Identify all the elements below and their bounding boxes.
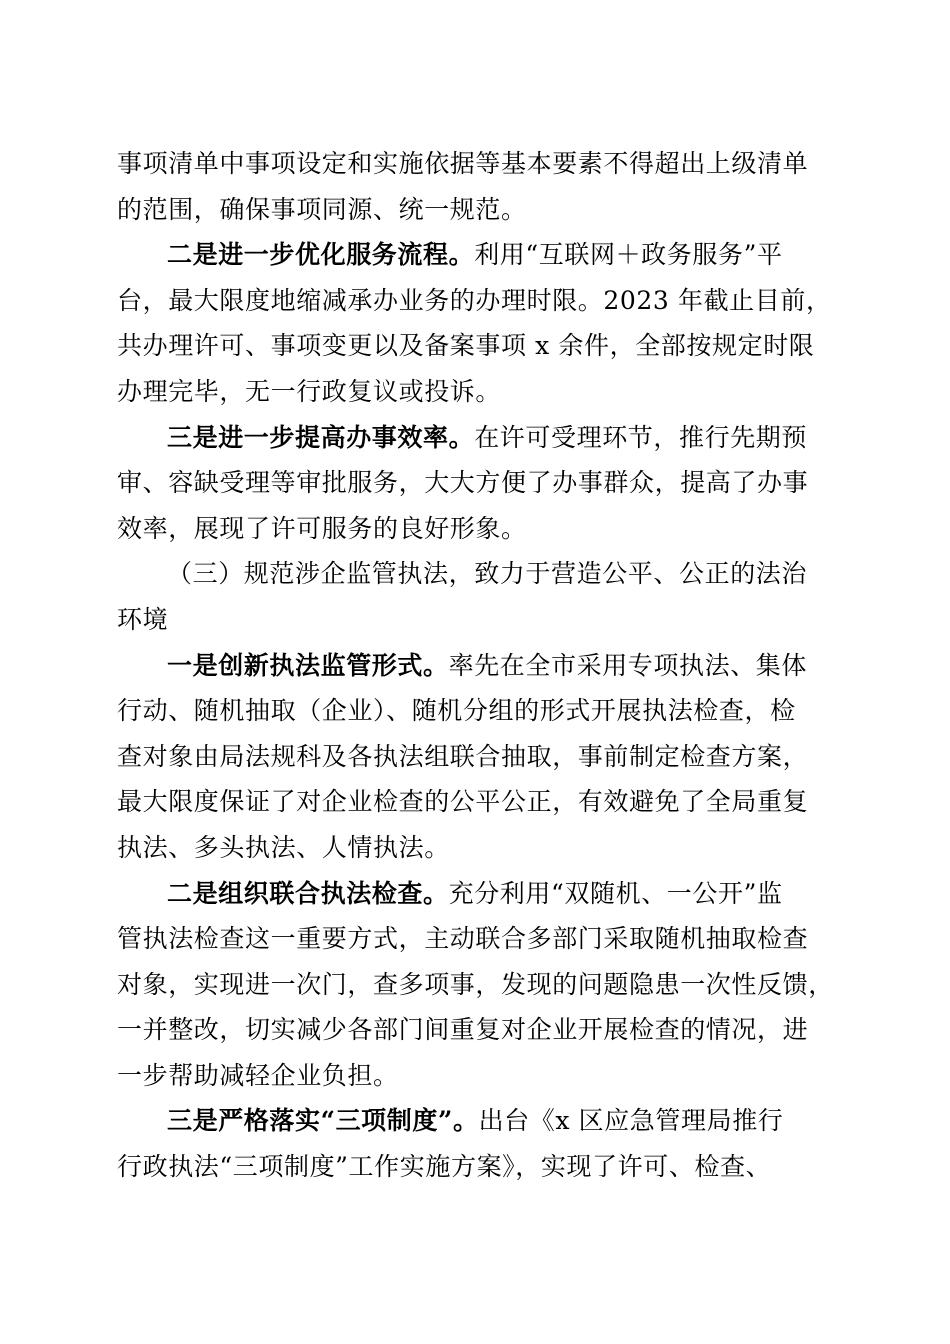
text-line: 共办理许可、事项变更以及备案事项 x 余件，全部按规定时限 [117,331,815,361]
text-line: 效率，展现了许可服务的良好形象。 [117,513,527,543]
text-line: 执法、多头执法、人情执法。 [117,832,450,862]
text-line [117,643,833,689]
text-run: 充分利用“双随机、一公开”监 [448,878,783,908]
text-run: 出台《x 区应急管理局推行 [478,1106,784,1136]
text-line: 审、容缺受理等审批服务，大大方便了办事群众，提高了办事 [117,468,809,498]
text-line: 事项清单中事项设定和实施依据等基本要素不得超出上级清单 [117,149,809,178]
paragraph-improve-efficiency [117,415,833,552]
paragraph-lead: 三是严格落实“三项制度”。 [167,1106,479,1136]
text-line [117,871,833,917]
paragraph-lead: 一是创新执法监管形式。 [167,650,449,680]
section-heading [117,551,833,642]
paragraph-joint-inspection [117,871,833,1099]
paragraph-three-systems [117,1098,833,1189]
text-line: 查对象由局法规科及各执法组联合抽取，事前制定检查方案， [117,741,809,771]
text-line: 台，最大限度地缩减承办业务的办理时限。2023 年截止目前， [117,285,832,315]
heading-line: 环境 [117,604,169,634]
text-line: 行动、随机抽取（企业）、随机分组的形式开展执法检查，检 [117,696,796,726]
document-page [117,141,833,1190]
text-line: 管执法检查这一重要方式，主动联合多部门采取随机抽取检查 [117,924,809,954]
paragraph-innovate-enforcement [117,643,833,871]
text-run: 利用“互联网＋政务服务”平 [474,240,783,270]
paragraph-continuation [117,141,833,232]
text-line: 行政执法“三项制度”工作实施方案》，实现了许可、检查、 [117,1152,772,1182]
heading-line: （三）规范涉企监管执法，致力于营造公平、公正的法治 [167,559,808,589]
text-run: 在许可受理环节，推行先期预 [474,422,808,452]
paragraph-lead: 二是进一步优化服务流程。 [167,240,475,270]
text-line: 最大限度保证了对企业检查的公平公正，有效避免了全局重复 [117,787,809,817]
text-line [117,232,833,278]
text-line: 办理完毕，无一行政复议或投诉。 [117,376,502,406]
text-line: 的范围，确保事项同源、统一规范。 [117,194,527,224]
text-line: 对象，实现进一次门，查多项事，发现的问题隐患一次性反馈， [117,969,834,999]
paragraph-lead: 二是组织联合执法检查。 [167,878,449,908]
text-line: 一步帮助减轻企业负担。 [117,1060,399,1090]
paragraph-lead: 三是进一步提高办事效率。 [167,422,475,452]
text-line: 一并整改，切实减少各部门间重复对企业开展检查的情况，进 [117,1015,809,1045]
text-line [117,415,833,461]
paragraph-optimize-service [117,232,833,414]
text-run: 率先在全市采用专项执法、集体 [448,650,808,680]
text-line [117,1098,833,1144]
